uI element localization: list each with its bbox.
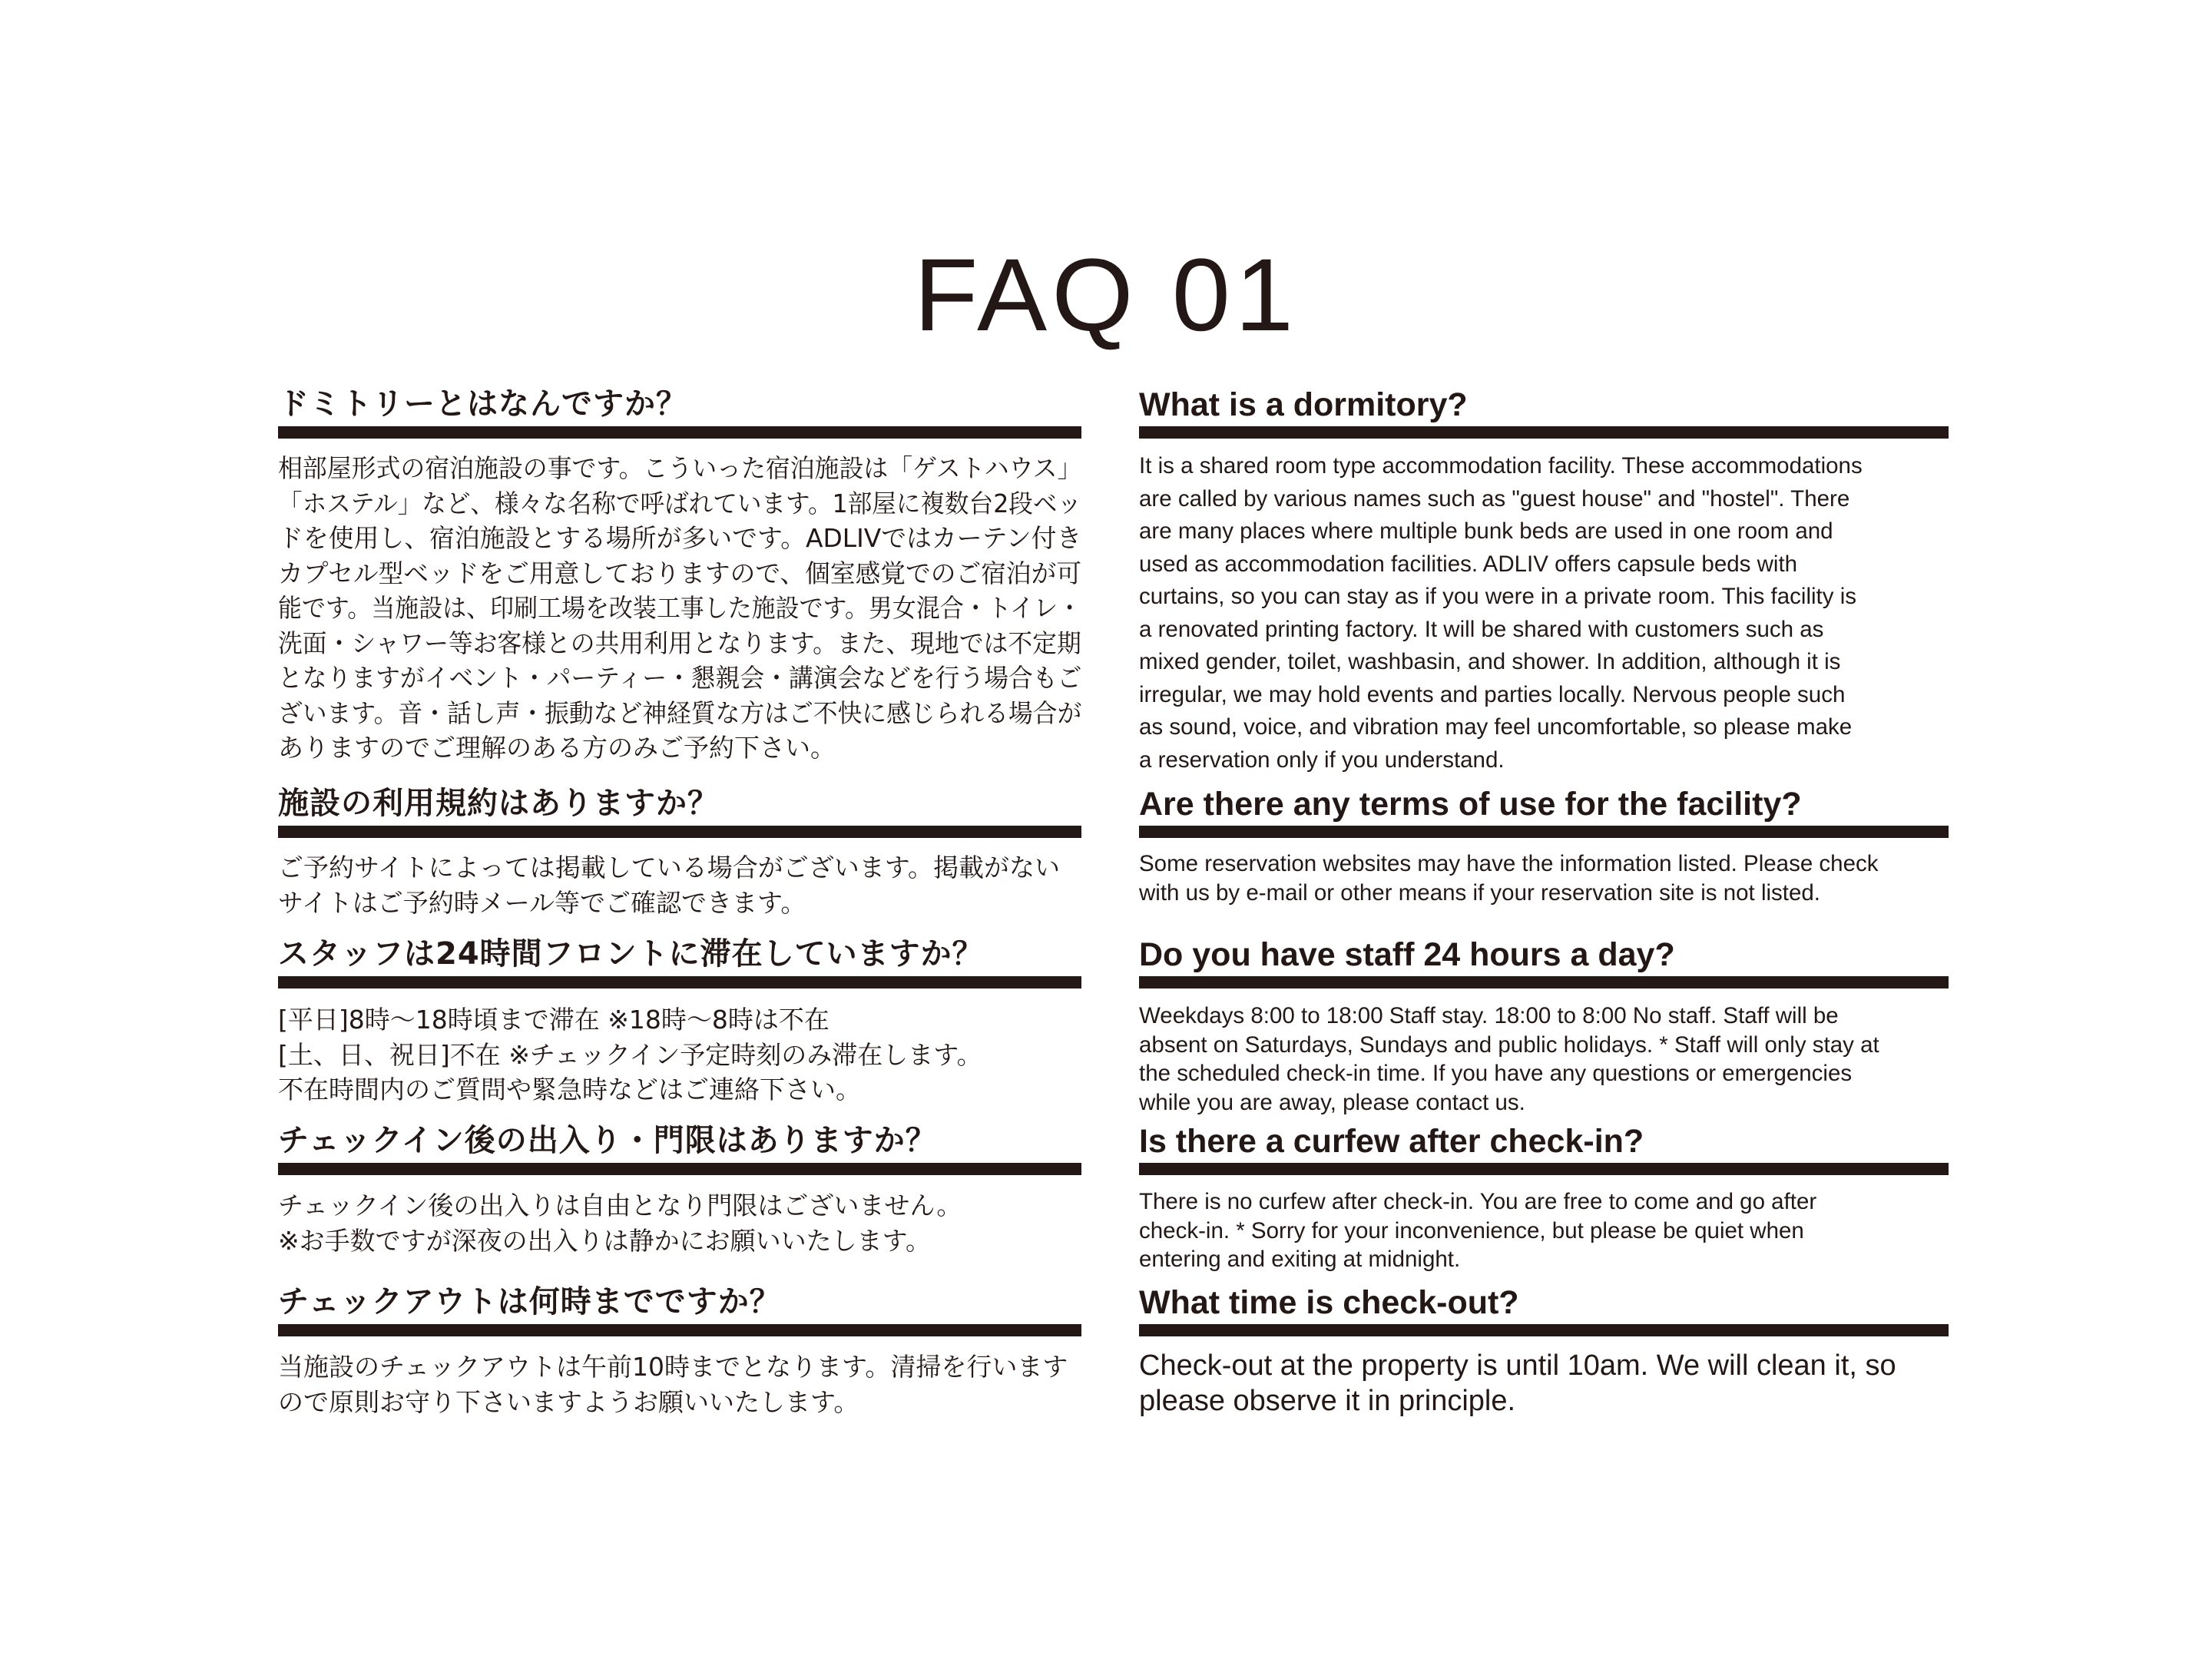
section-divider-bar: [278, 1324, 1081, 1336]
faq-question: ドミトリーとはなんですか？: [278, 386, 687, 422]
faq-answer: [1139, 1348, 1949, 1419]
answer-line: a renovated printing factory. It will be shared with customers such as: [1139, 616, 1824, 642]
section-divider-bar: [278, 426, 1081, 439]
faq-column-japanese: [278, 0, 1081, 1659]
faq-item-staff-en: [1139, 935, 1949, 1115]
faq-answer: [278, 451, 1081, 766]
answer-line: curtains, so you can stay as if you were in a private room. This facility is: [1139, 584, 1857, 609]
answer-line: It is a shared room type accommodation facility. These accommodations: [1139, 453, 1863, 478]
answer-line: Check-out at the property is until 10am. We will clean it, so: [1139, 1349, 1896, 1382]
answer-line: irregular, we may hold events and parties locally. Nervous people such: [1139, 681, 1846, 707]
faq-question: What time is check-out?: [1139, 1284, 1519, 1321]
faq-question: Is there a curfew after check-in?: [1139, 1123, 1644, 1160]
answer-line: ありますのでご理解のある方のみご予約下さい。: [278, 733, 836, 763]
answer-line: ドを使用し、宿泊施設とする場所が多いです。ADLIVではカーテン付き: [278, 523, 1082, 553]
answer-line: ので原則お守り下さいますようお願いいたします。: [278, 1386, 859, 1417]
faq-answer: [278, 850, 1081, 920]
section-divider-bar: [1139, 1324, 1949, 1336]
answer-line: Weekdays 8:00 to 18:00 Staff stay. 18:00 to 8:00 No staff. Staff will be: [1139, 1003, 1839, 1028]
faq-item-curfew-ja: [278, 1122, 1081, 1256]
faq-item-checkout-en: [1139, 1283, 1949, 1417]
faq-column-english: [1139, 0, 1949, 1659]
section-divider-bar: [278, 826, 1081, 838]
answer-line: please observe it in principle.: [1139, 1385, 1516, 1417]
answer-line: while you are away, please contact us.: [1139, 1089, 1525, 1115]
answer-line: 不在時間内のご質問や緊急時などはご連絡下さい。: [278, 1075, 861, 1104]
faq-question: Do you have staff 24 hours a day?: [1139, 936, 1675, 973]
faq-item-staff-ja: [278, 935, 1081, 1104]
section-divider-bar: [1139, 1163, 1949, 1175]
answer-line: There is no curfew after check-in. You are free to come and go after: [1139, 1189, 1817, 1214]
answer-line: are called by various names such as "guest house" and "hostel". There: [1139, 485, 1850, 512]
faq-answer: [1139, 1002, 1949, 1117]
faq-question: Are there any terms of use for the facility?: [1139, 786, 1802, 823]
answer-line: サイトはご予約時メール等でご確認できます。: [278, 887, 806, 918]
answer-line: となりますがイベント・パーティー・懇親会・講演会などを行う場合もご: [278, 663, 1082, 693]
page-title: FAQ 01: [913, 238, 1299, 353]
faq-item-curfew-en: [1139, 1122, 1949, 1272]
answer-line: 相部屋形式の宿泊施設の事です。こういった宿泊施設は「ゲストハウス」: [278, 453, 1082, 483]
faq-question: チェックイン後の出入り・門限はありますか？: [278, 1123, 937, 1158]
answer-line: ざいます。音・話し声・振動など神経質な方はご不快に感じられる場合が: [278, 697, 1082, 728]
answer-line: 当施設のチェックアウトは午前10時までとなります。清掃を行います: [278, 1352, 1068, 1382]
answer-line: [土、日、祝日]不在 ※チェックイン予定時刻のみ滞在します。: [278, 1039, 982, 1070]
answer-line: カプセル型ベッドをご用意しておりますので、個室感覚でのご宿泊が可: [278, 558, 1082, 588]
faq-answer: [278, 1188, 1081, 1258]
section-divider-bar: [1139, 826, 1949, 838]
answer-line: the scheduled check-in time. If you have any questions or emergencies: [1139, 1061, 1853, 1086]
answer-line: ご予約サイトによっては掲載している場合がございます。掲載がない: [278, 853, 1061, 882]
faq-answer: [278, 1002, 1081, 1108]
answer-line: used as accommodation facilities. ADLIV offers capsule beds with: [1139, 551, 1798, 577]
answer-line: absent on Saturdays, Sundays and public holidays. * Staff will only stay at: [1139, 1031, 1879, 1058]
answer-line: a reservation only if you understand.: [1139, 747, 1505, 773]
answer-line: ※お手数ですが深夜の出入りは静かにお願いいたします。: [278, 1225, 932, 1256]
answer-line: check-in. * Sorry for your inconvenience, but please be quiet when: [1139, 1217, 1804, 1243]
faq-answer: [1139, 450, 1949, 777]
faq-item-dormitory-ja: [278, 386, 1082, 763]
section-divider-bar: [278, 976, 1081, 988]
answer-line: Some reservation websites may have the information listed. Please check: [1139, 851, 1879, 876]
faq-answer: [1139, 1187, 1949, 1274]
faq-answer: [1139, 849, 1949, 907]
faq-question: 施設の利用規約はありますか？: [278, 786, 719, 821]
section-divider-bar: [1139, 976, 1949, 988]
faq-question: スタッフは24時間フロントに滞在していますか？: [278, 936, 984, 972]
answer-line: are many places where multiple bunk beds are used in one room and: [1139, 518, 1833, 544]
answer-line: as sound, voice, and vibration may feel uncomfortable, so please make: [1139, 714, 1853, 740]
section-divider-bar: [1139, 426, 1949, 439]
faq-question: What is a dormitory?: [1139, 386, 1468, 423]
section-divider-bar: [278, 1163, 1081, 1175]
faq-item-dormitory-en: [1139, 386, 1949, 773]
answer-line: [平日]8時〜18時頃まで滞在 ※18時〜8時は不在: [278, 1005, 830, 1035]
answer-line: with us by e-mail or other means if your reservation site is not listed.: [1139, 879, 1821, 906]
answer-line: mixed gender, toilet, washbasin, and shower. In addition, although it is: [1139, 649, 1841, 674]
faq-answer: [278, 1349, 1081, 1419]
answer-line: チェックイン後の出入りは自由となり門限はございません。: [278, 1190, 962, 1220]
answer-line: 洗面・シャワー等お客様との共用利用となります。また、現地では不定期: [278, 628, 1081, 658]
faq-item-terms-en: [1139, 785, 1949, 906]
faq-item-checkout-ja: [278, 1283, 1081, 1417]
answer-line: entering and exiting at midnight.: [1139, 1247, 1461, 1272]
faq-question: チェックアウトは何時までですか？: [278, 1284, 781, 1320]
answer-line: 「ホステル」など、様々な名称で呼ばれています。1部屋に複数台2段ベッ: [278, 488, 1082, 518]
faq-item-terms-ja: [278, 785, 1081, 918]
answer-line: 能です。当施設は、印刷工場を改装工事した施設です。男女混合・トイレ・: [278, 593, 1082, 623]
